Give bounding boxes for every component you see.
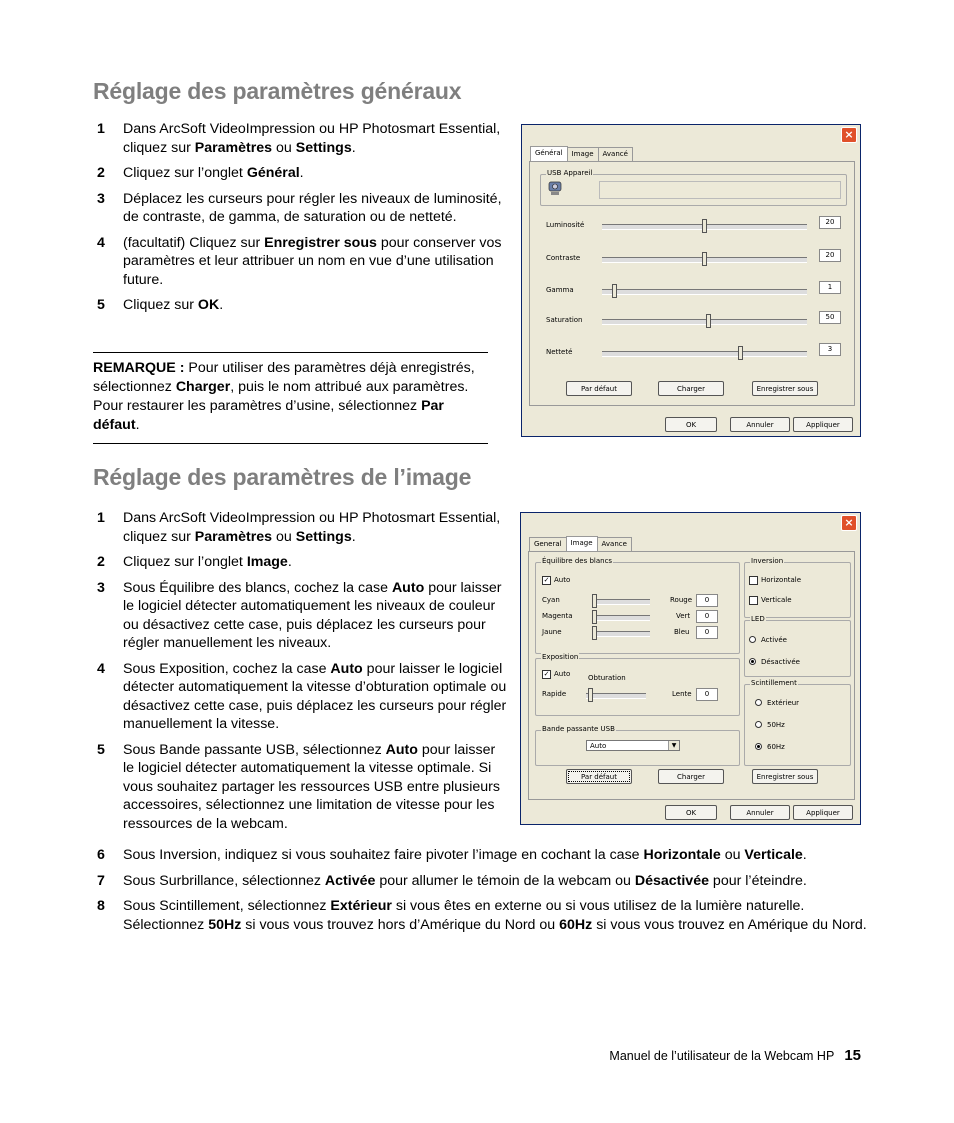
cyan-slider[interactable]	[592, 599, 650, 605]
note-box: REMARQUE : Pour utiliser des paramètres déjà enregistrés, sélectionnez Charger, puis le nom attribué aux paramètres. Pour restaurer les paramètres d’usine, sélectionnez Par défaut.	[93, 352, 488, 444]
list-item: 1 Dans ArcSoft VideoImpression ou HP Photosmart Essential, cliquez sur Paramètres ou Settings.	[97, 121, 501, 156]
flicker-60hz-label: 60Hz	[767, 743, 785, 751]
bleu-value[interactable]: 0	[696, 626, 718, 639]
list-item: 4 (facultatif) Cliquez sur Enregistrer sous pour conserver vos paramètres et leur attribuer un nom en vue d’une utilisation future.	[97, 234, 502, 288]
slow-label: Lente	[672, 690, 692, 698]
tab-panel	[528, 551, 855, 800]
apply-button[interactable]: Appliquer	[793, 417, 853, 432]
page-footer	[609, 1047, 861, 1064]
dialog-titlebar	[522, 125, 860, 144]
rouge-label: Rouge	[670, 596, 693, 604]
cyan-label: Cyan	[542, 596, 560, 604]
default-button[interactable]: Par défaut	[566, 769, 632, 784]
led-off-radio[interactable]	[749, 658, 756, 665]
exposure-auto-label: Auto	[554, 670, 571, 678]
slider-track[interactable]	[602, 319, 807, 325]
slider-label: Gamma	[546, 286, 574, 294]
close-icon[interactable]: ×	[841, 515, 857, 531]
general-steps	[93, 120, 508, 322]
webcam-icon	[547, 181, 563, 197]
list-item: 3 Déplacez les curseurs pour régler les niveaux de luminosité, de contraste, de gamma, de saturation ou de netteté.	[97, 190, 502, 225]
led-on-label: Activée	[761, 636, 787, 644]
vertical-label: Verticale	[761, 596, 792, 604]
bleu-label: Bleu	[674, 628, 690, 636]
slider-label: Contraste	[546, 254, 581, 262]
jaune-label: Jaune	[542, 628, 562, 636]
flicker-outdoor-label: Extérieur	[767, 699, 800, 707]
shutter-label: Obturation	[588, 674, 626, 682]
slider-value[interactable]: 20	[819, 216, 841, 229]
slider-track[interactable]	[602, 224, 807, 230]
vert-label: Vert	[676, 612, 691, 620]
slider-label: Luminosité	[546, 221, 585, 229]
usb-bandwidth-select[interactable]: Auto ▼	[586, 740, 680, 751]
wb-auto-checkbox[interactable]: ✓	[543, 576, 550, 584]
section-title-image: Réglage des paramètres de l’image	[93, 464, 472, 490]
jaune-slider[interactable]	[592, 631, 650, 637]
exposure-group: Exposition ✓ Auto Obturation Rapide Lente 0	[535, 658, 740, 716]
fast-label: Rapide	[542, 690, 567, 698]
image-steps-part1	[93, 509, 508, 840]
rouge-value[interactable]: 0	[696, 594, 718, 607]
tab-image[interactable]: Image	[567, 147, 599, 161]
apply-button[interactable]: Appliquer	[793, 805, 853, 820]
slider-value[interactable]: 3	[819, 343, 841, 356]
tab-advanced[interactable]: Avance	[597, 537, 632, 551]
general-settings-dialog	[521, 124, 861, 437]
ok-button[interactable]: OK	[665, 417, 717, 432]
slider-thumb[interactable]	[592, 594, 597, 608]
dialog-titlebar	[521, 513, 860, 532]
save-as-button[interactable]: Enregistrer sous	[752, 381, 818, 396]
flicker-group: Scintillement Extérieur 50Hz 60Hz	[744, 684, 851, 766]
flicker-50hz-label: 50Hz	[767, 721, 785, 729]
slider-thumb[interactable]	[588, 688, 593, 702]
list-item: 5 Sous Bande passante USB, sélectionnez Auto pour laisser le logiciel détecter automatiquement la vitesse optimale. Si vous souhaitez partager les ressources USB entre plusieurs accessoires, sélectionnez une limitation de vitesse pour les ressources de la webcam.	[97, 741, 500, 832]
slider-thumb[interactable]	[738, 346, 743, 360]
image-steps-part2	[93, 846, 873, 941]
ok-button[interactable]: OK	[665, 805, 717, 820]
image-settings-dialog	[520, 512, 861, 825]
save-as-button[interactable]: Enregistrer sous	[752, 769, 818, 784]
list-item: 2 Cliquez sur l’onglet Général.	[97, 165, 304, 181]
slider-label: Saturation	[546, 316, 583, 324]
tab-panel	[529, 161, 855, 406]
slider-label: Netteté	[546, 348, 573, 356]
load-button[interactable]: Charger	[658, 769, 724, 784]
slider-track[interactable]	[602, 289, 807, 295]
close-icon[interactable]: ×	[841, 127, 857, 143]
cancel-button[interactable]: Annuler	[730, 805, 790, 820]
flicker-60hz-radio[interactable]	[755, 743, 762, 750]
shutter-slider[interactable]	[586, 693, 646, 699]
flicker-50hz-radio[interactable]	[755, 721, 762, 728]
usb-device-group: USB Appareil	[540, 174, 847, 206]
tab-bar	[530, 147, 632, 161]
vert-value[interactable]: 0	[696, 610, 718, 623]
slider-value[interactable]: 20	[819, 249, 841, 262]
led-on-radio[interactable]	[749, 636, 756, 643]
horizontal-checkbox[interactable]	[749, 576, 758, 585]
shutter-value[interactable]: 0	[696, 688, 718, 701]
list-item: 2 Cliquez sur l’onglet Image.	[97, 554, 292, 570]
led-off-label: Désactivée	[761, 658, 800, 666]
led-group: LED Activée Désactivée	[744, 620, 851, 677]
list-item: 3 Sous Équilibre des blancs, cochez la case Auto pour laisser le logiciel détecter automatiquement les niveaux de couleur ou désactivez cette case, puis déplacez les curseurs pour régler manuellement les niveaux.	[97, 579, 502, 651]
exposure-auto-checkbox[interactable]: ✓	[543, 670, 550, 678]
list-item: 4 Sous Exposition, cochez la case Auto pour laisser le logiciel détecter automatiquement la vitesse d’obturation optimale ou désactivez cette case, puis déplacez les curseurs pour régler manuellement la vitesse.	[97, 660, 507, 732]
tab-advanced[interactable]: Avancé	[598, 147, 633, 161]
usb-bandwidth-group: Bande passante USB Auto ▼	[535, 730, 740, 766]
chevron-down-icon[interactable]: ▼	[668, 741, 679, 750]
wb-auto-label: Auto	[554, 576, 571, 584]
white-balance-group: Équilibre des blancs ✓ Auto Cyan Magenta Jaune Rouge Vert Bleu 0 0 0	[535, 562, 740, 654]
slider-value[interactable]: 1	[819, 281, 841, 294]
slider-thumb[interactable]	[592, 610, 597, 624]
default-button[interactable]: Par défaut	[566, 381, 632, 396]
load-button[interactable]: Charger	[658, 381, 724, 396]
list-item: 5 Cliquez sur OK.	[97, 297, 224, 313]
tab-image[interactable]: Image	[566, 536, 598, 552]
list-item: 8 Sous Scintillement, sélectionnez Extérieur si vous êtes en externe ou si vous utilisez de la lumière naturelle. Sélectionnez 50Hz si vous vous trouvez hors d’Amérique du Nord ou 60Hz si vous vous trouvez en Amérique du Nord.	[97, 898, 867, 933]
slider-thumb[interactable]	[702, 252, 707, 266]
horizontal-label: Horizontale	[761, 576, 802, 584]
inversion-group: Inversion Horizontale Verticale	[744, 562, 851, 618]
list-item: 1 Dans ArcSoft VideoImpression ou HP Photosmart Essential, cliquez sur Paramètres ou Settings.	[97, 510, 501, 545]
magenta-label: Magenta	[542, 612, 573, 620]
magenta-slider[interactable]	[592, 615, 650, 621]
tab-bar	[529, 537, 631, 551]
slider-thumb[interactable]	[702, 219, 707, 233]
slider-thumb[interactable]	[612, 284, 617, 298]
page-number: 15	[844, 1047, 861, 1064]
tab-general[interactable]: General	[529, 537, 567, 551]
list-item: 7 Sous Surbrillance, sélectionnez Activée pour allumer le témoin de la webcam ou Désactivée pour l’éteindre.	[97, 872, 807, 889]
footer-text: Manuel de l’utilisateur de la Webcam HP	[609, 1049, 835, 1063]
vertical-checkbox[interactable]	[749, 596, 758, 605]
slider-thumb[interactable]	[592, 626, 597, 640]
flicker-outdoor-radio[interactable]	[755, 699, 762, 706]
slider-value[interactable]: 50	[819, 311, 841, 324]
slider-track[interactable]	[602, 257, 807, 263]
section-title-general: Réglage des paramètres généraux	[93, 78, 462, 104]
slider-thumb[interactable]	[706, 314, 711, 328]
cancel-button[interactable]: Annuler	[730, 417, 790, 432]
device-status-box	[599, 181, 841, 199]
list-item: 6 Sous Inversion, indiquez si vous souhaitez faire pivoter l’image en cochant la case Horizontale ou Verticale.	[97, 847, 807, 863]
slider-track[interactable]	[602, 351, 807, 357]
tab-general[interactable]: Général	[530, 146, 568, 162]
